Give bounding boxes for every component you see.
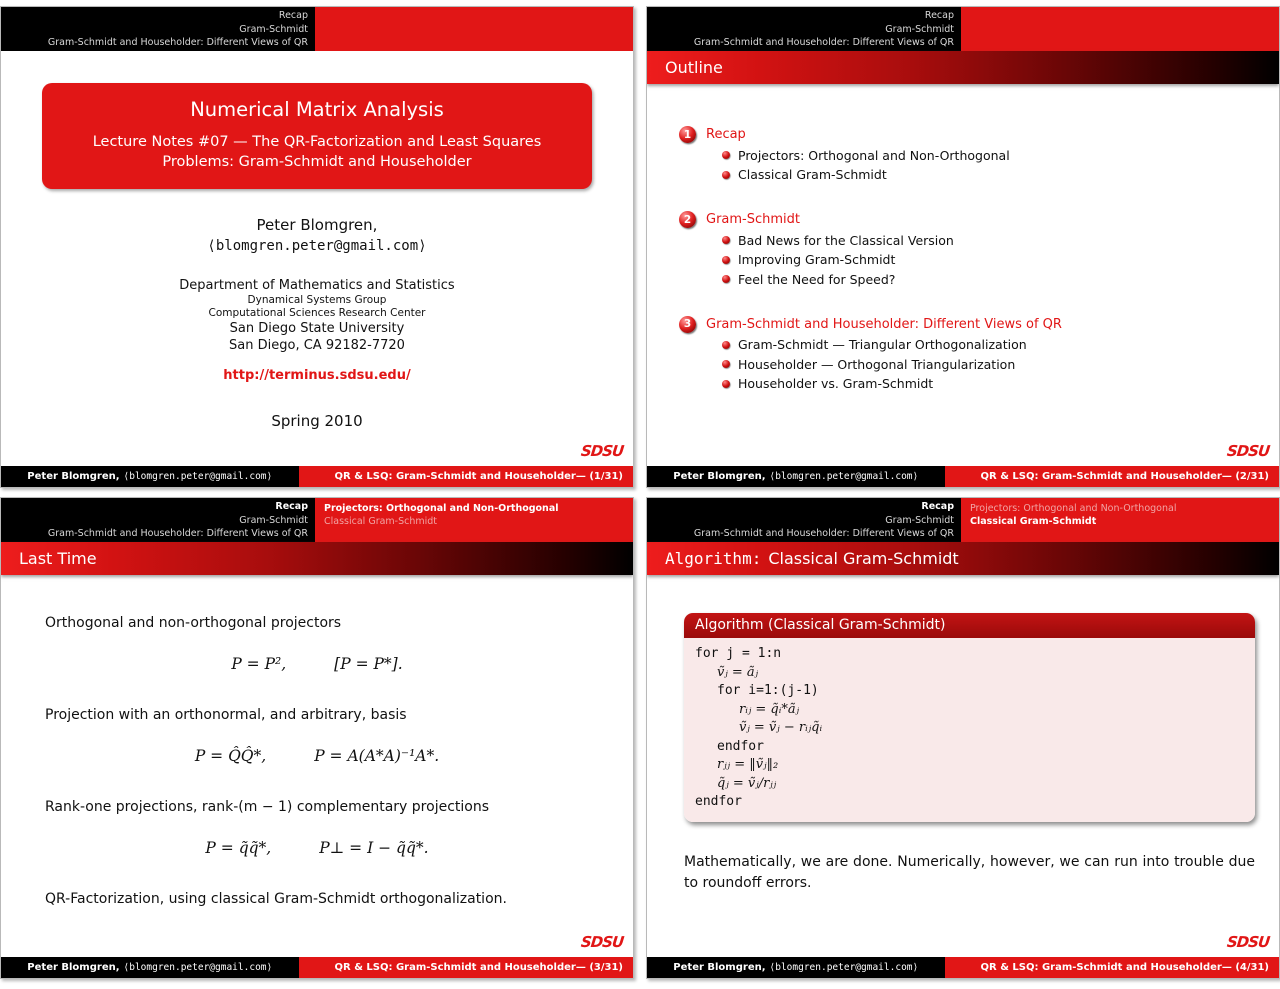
- address: San Diego, CA 92182-7720: [229, 338, 405, 353]
- paragraph: Mathematically, we are done. Numerically, however, we can run into trouble due to roundoff errors.: [684, 853, 1255, 891]
- bullet-ball-icon: [722, 236, 730, 244]
- sdsu-logo: SDSU: [579, 442, 624, 460]
- slide2-footline: [647, 466, 1279, 487]
- code-line: endfor: [695, 794, 742, 809]
- header-nav: [647, 7, 961, 51]
- paragraph: Projection with an orthonormal, and arbitrary, basis: [45, 707, 407, 723]
- slide1-footline: [1, 466, 633, 487]
- nav-item-recap[interactable]: Recap: [278, 10, 308, 21]
- code-line: for j = 1:n: [695, 646, 782, 661]
- outline-item[interactable]: Classical Gram-Schmidt: [722, 167, 1279, 182]
- slide4-footline: [647, 957, 1279, 978]
- section-title[interactable]: Gram-Schmidt and Householder: Different Views of QR: [706, 316, 1062, 332]
- code-line: rⱼⱼ = ‖ṽⱼ‖₂: [717, 757, 779, 772]
- outline-item[interactable]: Householder vs. Gram-Schmidt: [722, 376, 1279, 391]
- algorithm-box-title: Algorithm (Classical Gram-Schmidt): [684, 613, 1255, 638]
- nav-item-gs-householder[interactable]: Gram-Schmidt and Householder: Different Views of QR: [693, 528, 954, 539]
- code-line: ṽⱼ = ãⱼ: [717, 664, 759, 680]
- section-number-ball: 1: [679, 126, 696, 143]
- subnav-item-projectors[interactable]: Projectors: Orthogonal and Non-Orthogonal: [970, 503, 1177, 514]
- page-number: — (2/31): [1221, 471, 1269, 482]
- group-1: Dynamical Systems Group: [247, 294, 387, 306]
- outline-item[interactable]: Householder — Orthogonal Triangularization: [722, 357, 1279, 372]
- department: Department of Mathematics and Statistics: [179, 278, 455, 293]
- page-number: — (3/31): [575, 962, 623, 973]
- footline-course: QR & LSQ: Gram-Schmidt and Householder — (1/31): [299, 466, 633, 487]
- slide1-header: [1, 7, 633, 51]
- slide4-header: [647, 498, 1279, 542]
- outline-section-1: [679, 126, 1279, 182]
- equation-projection-basis: P = Q̂Q̂*, P = A(A*A)⁻¹A*.: [194, 747, 440, 765]
- slide-4-algorithm: [646, 497, 1280, 979]
- author-name: Peter Blomgren,: [256, 216, 378, 234]
- nav-item-recap[interactable]: Recap: [275, 501, 308, 512]
- outline-item[interactable]: Feel the Need for Speed?: [722, 272, 1279, 287]
- section-title[interactable]: Recap: [706, 127, 746, 142]
- section-number-ball: 3: [679, 316, 696, 333]
- footline-author: Peter Blomgren, ⟨blomgren.peter@gmail.com⟩: [647, 957, 945, 978]
- nav-item-gs-householder[interactable]: Gram-Schmidt and Householder: Different Views of QR: [47, 528, 308, 539]
- algorithm-box: [684, 613, 1255, 822]
- equation-rank-one: P = q̃q̃*, P⊥ = I − q̃q̃*.: [205, 839, 429, 857]
- nav-item-gram-schmidt[interactable]: Gram-Schmidt: [239, 23, 308, 35]
- slide3-header: [1, 498, 633, 542]
- paragraph: Rank-one projections, rank-(m − 1) complementary projections: [45, 799, 490, 815]
- equation-projector: P = P², [P = P*].: [231, 655, 403, 673]
- footline-author: Peter Blomgren, ⟨blomgren.peter@gmail.com⟩: [1, 466, 299, 487]
- code-line: for i=1:(j-1): [717, 683, 819, 698]
- footline-course: QR & LSQ: Gram-Schmidt and Householder — (3/31): [299, 957, 633, 978]
- footline-author: Peter Blomgren, ⟨blomgren.peter@gmail.com⟩: [1, 957, 299, 978]
- outline-section-2: [679, 211, 1279, 287]
- outline-item[interactable]: Projectors: Orthogonal and Non-Orthogonal: [722, 148, 1279, 163]
- sdsu-logo: SDSU: [1225, 442, 1270, 460]
- nav-item-gs-householder[interactable]: Gram-Schmidt and Householder: Different Views of QR: [47, 37, 308, 48]
- author-email: ⟨blomgren.peter@gmail.com⟩: [207, 238, 427, 254]
- nav-item-gs-householder[interactable]: Gram-Schmidt and Householder: Different Views of QR: [693, 37, 954, 48]
- paragraph: QR-Factorization, using classical Gram-Schmidt orthogonalization.: [45, 891, 507, 907]
- paragraph: Orthogonal and non-orthogonal projectors: [45, 615, 342, 631]
- title-box: [42, 83, 592, 189]
- outline-section-3: [679, 316, 1279, 392]
- bullet-ball-icon: [722, 256, 730, 264]
- nav-item-gram-schmidt[interactable]: Gram-Schmidt: [239, 514, 308, 526]
- header-nav: [1, 7, 315, 51]
- algorithm-code: [684, 638, 1255, 822]
- nav-item-gram-schmidt[interactable]: Gram-Schmidt: [885, 23, 954, 35]
- frame-title: Last Time: [1, 542, 633, 575]
- sdsu-logo: SDSU: [579, 933, 624, 951]
- section-title[interactable]: Gram-Schmidt: [706, 212, 801, 227]
- slide-3-last-time: [0, 497, 634, 979]
- footline-course: QR & LSQ: Gram-Schmidt and Householder — (4/31): [945, 957, 1279, 978]
- subnav-item-classical-gs[interactable]: Classical Gram-Schmidt: [970, 516, 1097, 527]
- university: San Diego State University: [229, 321, 405, 336]
- frame-title: Outline: [647, 51, 1279, 84]
- slide3-footline: [1, 957, 633, 978]
- outline-item[interactable]: Gram-Schmidt — Triangular Orthogonalization: [722, 337, 1279, 352]
- header-subnav-empty: [961, 7, 1279, 51]
- footline-course: QR & LSQ: Gram-Schmidt and Householder — (2/31): [945, 466, 1279, 487]
- header-nav: [647, 498, 961, 542]
- outline-item[interactable]: Improving Gram-Schmidt: [722, 252, 1279, 267]
- homepage-link[interactable]: http://terminus.sdsu.edu/: [223, 368, 411, 383]
- slide3-body: [1, 615, 633, 907]
- code-line: rᵢⱼ = q̃ᵢ*ãⱼ: [739, 701, 800, 717]
- slide-2-outline: [646, 6, 1280, 488]
- lecture-title: Numerical Matrix Analysis: [190, 98, 444, 121]
- header-subnav-empty: [315, 7, 633, 51]
- term: Spring 2010: [271, 412, 363, 430]
- nav-item-gram-schmidt[interactable]: Gram-Schmidt: [885, 514, 954, 526]
- code-line: endfor: [717, 738, 764, 754]
- author-block: [1, 216, 633, 430]
- page-number: — (1/31): [575, 471, 623, 482]
- page-number: — (4/31): [1221, 962, 1269, 973]
- footline-author: Peter Blomgren, ⟨blomgren.peter@gmail.com⟩: [647, 466, 945, 487]
- header-subnav: [961, 498, 1279, 542]
- sdsu-logo: SDSU: [1225, 933, 1270, 951]
- bullet-ball-icon: [722, 275, 730, 283]
- slide-1-title: [0, 6, 634, 488]
- bullet-ball-icon: [722, 151, 730, 159]
- frame-title: Algorithm: Classical Gram-Schmidt: [647, 542, 1279, 575]
- header-nav: [1, 498, 315, 542]
- code-line: q̃ⱼ = ṽⱼ/rⱼⱼ: [717, 775, 777, 791]
- slide2-header: [647, 7, 1279, 51]
- outline-list: [647, 84, 1279, 391]
- bullet-ball-icon: [722, 341, 730, 349]
- group-2: Computational Sciences Research Center: [208, 307, 426, 319]
- lecture-subtitle: Lecture Notes #07 — The QR-Factorization and Least Squares Problems: Gram-Schmidt and Householder: [92, 134, 542, 170]
- outline-item[interactable]: Bad News for the Classical Version: [722, 233, 1279, 248]
- code-line: ṽⱼ = ṽⱼ − rᵢⱼq̃ᵢ: [739, 720, 823, 735]
- bullet-ball-icon: [722, 360, 730, 368]
- header-subnav: [315, 498, 633, 542]
- subnav-item-projectors[interactable]: Projectors: Orthogonal and Non-Orthogonal: [324, 503, 559, 514]
- nav-item-recap[interactable]: Recap: [921, 501, 954, 512]
- nav-item-recap[interactable]: Recap: [924, 10, 954, 21]
- bullet-ball-icon: [722, 380, 730, 388]
- subnav-item-classical-gs[interactable]: Classical Gram-Schmidt: [324, 516, 438, 527]
- section-number-ball: 2: [679, 211, 696, 228]
- bullet-ball-icon: [722, 171, 730, 179]
